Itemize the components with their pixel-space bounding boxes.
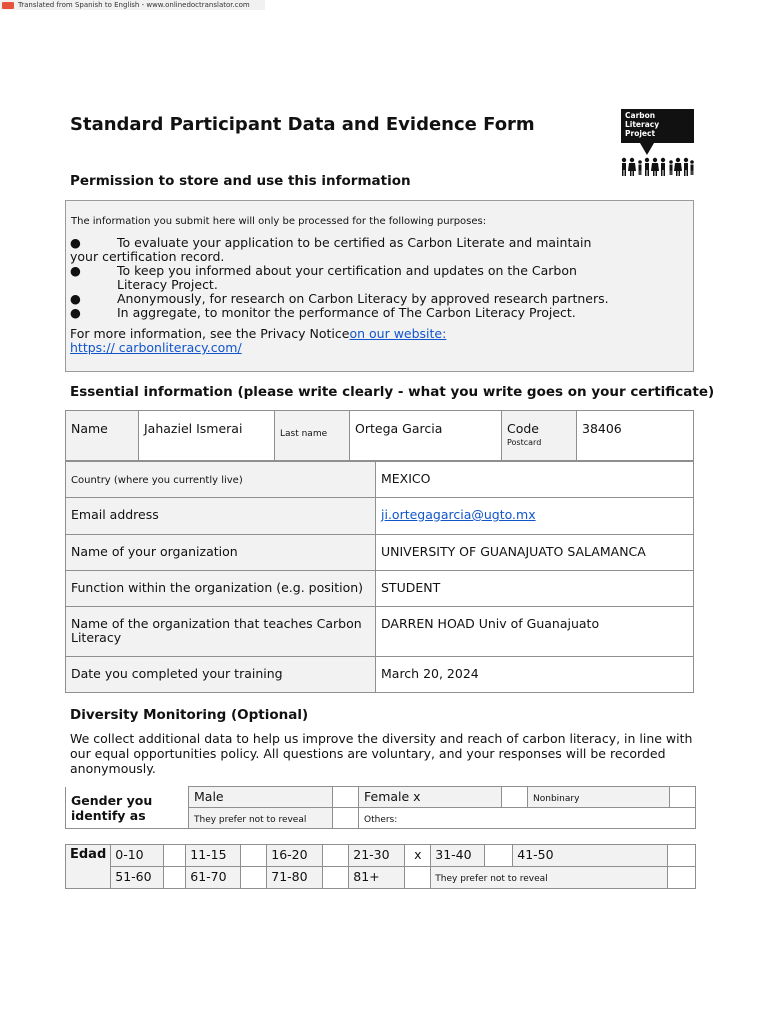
permission-heading: Permission to store and use this information — [70, 173, 411, 189]
code-value-cell[interactable] — [577, 411, 694, 461]
email-link[interactable]: ji.ortegagarcia@ugto.mx — [381, 507, 536, 522]
bullet-icon: ● — [70, 305, 81, 320]
code-value: 38406 — [582, 421, 622, 436]
age-option-label: 51-60 — [111, 867, 164, 889]
age-table — [65, 844, 696, 889]
purpose-text: In aggregate, to monitor the performance of The Carbon Literacy Project. — [117, 305, 576, 320]
translator-logo-icon — [2, 2, 14, 9]
lastname-label: Last name — [280, 429, 328, 439]
age-option-label: 71-80 — [267, 867, 323, 889]
organization-label: Name of your organization — [71, 544, 238, 559]
bullet-icon: ● — [70, 235, 81, 250]
age-option-label: 31-40 — [431, 845, 485, 867]
function-label-cell — [66, 571, 376, 607]
gender-male-checkbox[interactable] — [333, 787, 359, 808]
gender-male-label: Male — [189, 787, 333, 808]
purpose-text: To keep you informed about your certification and updates on the Carbon Literacy Project. — [117, 263, 577, 292]
age-prefer-not-checkbox[interactable] — [668, 867, 696, 889]
gender-label-cell — [66, 787, 189, 829]
purpose-bullet — [70, 292, 615, 306]
age-option-checkbox-checked[interactable]: x — [405, 845, 431, 867]
website-link[interactable]: on our website: https:// carbonliteracy.com/ — [70, 326, 447, 355]
training-date-value: March 20, 2024 — [381, 666, 479, 681]
age-option-checkbox[interactable] — [241, 845, 267, 867]
age-option-label: 0-10 — [111, 845, 164, 867]
age-prefer-not-label: They prefer not to reveal — [435, 874, 548, 884]
logo-speech-pointer — [640, 143, 654, 155]
age-label: Edad — [70, 847, 107, 862]
email-label-cell — [66, 498, 376, 535]
gender-others-label: Others: — [364, 815, 398, 825]
age-option-checkbox[interactable] — [323, 867, 349, 889]
age-option-label: 21-30 — [349, 845, 405, 867]
diversity-description: We collect additional data to help us improve the diversity and reach of carbon literacy, in line with our equal opportunities policy. All questions are voluntary, and your responses will be recorded anonymously. — [70, 731, 693, 776]
name-label: Name — [71, 421, 108, 436]
info-table — [65, 461, 694, 693]
diversity-heading: Diversity Monitoring (Optional) — [70, 707, 309, 723]
age-option-checkbox[interactable] — [241, 867, 267, 889]
gender-nonbinary-checkbox[interactable] — [670, 787, 696, 808]
page-title: Standard Participant Data and Evidence Form — [70, 114, 535, 135]
carbon-literacy-logo — [620, 109, 696, 181]
function-label: Function within the organization (e.g. position) — [71, 580, 364, 595]
translator-banner[interactable] — [0, 0, 265, 10]
purpose-text: To evaluate your application to be certified as Carbon Literate and maintain your certification record. — [70, 235, 592, 264]
bullet-icon: ● — [70, 291, 81, 306]
age-option-checkbox[interactable] — [405, 867, 431, 889]
training-date-value-cell[interactable] — [376, 657, 694, 693]
name-table — [65, 410, 694, 461]
organization-value: UNIVERSITY OF GUANAJUATO SALAMANCA — [381, 544, 646, 559]
gender-nonbinary-label: Nonbinary — [533, 794, 580, 804]
bullet-icon: ● — [70, 263, 81, 278]
code-sublabel: Postcard — [507, 438, 542, 447]
gender-label: Gender you identify as — [71, 792, 153, 823]
purpose-bullet — [70, 306, 615, 320]
logo-text: Carbon Literacy Project — [621, 109, 694, 143]
age-option-label: 61-70 — [186, 867, 241, 889]
code-label: Code — [507, 421, 540, 436]
privacy-more-text: For more information, see the Privacy Notice — [70, 326, 350, 341]
teaching-org-label-cell — [66, 607, 376, 657]
function-value: STUDENT — [381, 580, 441, 595]
country-label: Country (where you currently live) — [71, 475, 243, 486]
gender-table — [65, 786, 696, 829]
age-option-label: 41-50 — [513, 845, 668, 867]
country-label-cell — [66, 462, 376, 498]
privacy-more-info — [70, 327, 490, 355]
teaching-org-value-cell[interactable] — [376, 607, 694, 657]
code-label-cell — [502, 411, 577, 461]
age-label-cell — [66, 845, 111, 889]
function-value-cell[interactable] — [376, 571, 694, 607]
privacy-intro: The information you submit here will only be processed for the following purposes: — [71, 216, 487, 227]
organization-label-cell — [66, 535, 376, 571]
age-option-label: 11-15 — [186, 845, 241, 867]
country-value-cell[interactable] — [376, 462, 694, 498]
purpose-bullet — [70, 236, 615, 264]
email-label: Email address — [71, 507, 159, 522]
name-value: Jahaziel Ismerai — [144, 421, 243, 436]
age-option-checkbox[interactable] — [668, 845, 696, 867]
training-date-label: Date you completed your training — [71, 666, 283, 681]
lastname-value-cell[interactable] — [350, 411, 502, 461]
gender-nonbinary-cell — [528, 787, 670, 808]
training-date-label-cell — [66, 657, 376, 693]
gender-female-checkbox[interactable] — [502, 787, 528, 808]
age-option-label: 16-20 — [267, 845, 323, 867]
age-option-checkbox[interactable] — [485, 845, 513, 867]
lastname-value: Ortega Garcia — [355, 421, 443, 436]
purpose-text: Anonymously, for research on Carbon Literacy by approved research partners. — [117, 291, 609, 306]
gender-prefer-not-label: They prefer not to reveal — [194, 815, 307, 825]
essential-heading: Essential information (please write clearly - what you write goes on your certificate) — [70, 384, 715, 400]
teaching-org-value: DARREN HOAD Univ of Guanajuato — [381, 616, 600, 631]
email-value-cell[interactable] — [376, 498, 694, 535]
organization-value-cell[interactable] — [376, 535, 694, 571]
gender-prefer-not-checkbox[interactable] — [333, 808, 359, 829]
people-icon — [620, 157, 696, 179]
purpose-bullet — [70, 264, 615, 292]
age-prefer-not-cell — [431, 867, 668, 889]
age-option-checkbox[interactable] — [164, 867, 186, 889]
translator-banner-text[interactable]: Translated from Spanish to English - www.onlinedoctranslator.com — [18, 1, 250, 9]
teaching-org-label: Name of the organization that teaches Carbon Literacy — [71, 616, 362, 645]
country-value: MEXICO — [381, 471, 431, 486]
gender-others-cell[interactable] — [359, 808, 696, 829]
age-option-checkbox[interactable] — [323, 845, 349, 867]
gender-prefer-not-cell — [189, 808, 333, 829]
privacy-notice-box — [65, 200, 694, 372]
age-option-label: 81+ — [349, 867, 405, 889]
name-value-cell[interactable] — [139, 411, 275, 461]
name-label-cell — [66, 411, 139, 461]
gender-female-label: Female x — [359, 787, 502, 808]
age-option-checkbox[interactable] — [164, 845, 186, 867]
lastname-label-cell — [275, 411, 350, 461]
